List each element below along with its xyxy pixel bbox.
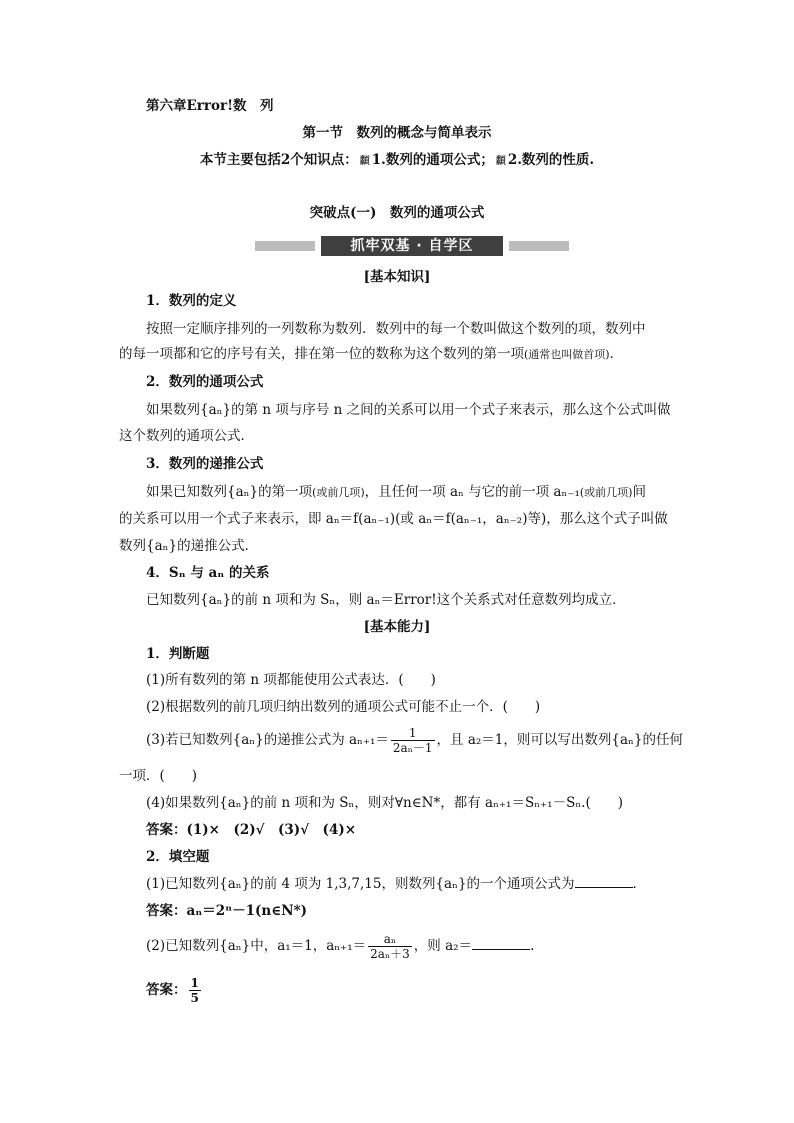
item3-line1-b: (或前几项)	[312, 486, 365, 499]
item4-title: 4．Sₙ 与 aₙ 的关系	[146, 565, 270, 581]
judge-q3-b: ，且 a₂＝1，则可以写出数列{aₙ}的任何	[436, 732, 683, 748]
item1-line2: 的每一项都和它的序号有关，排在第一位的数称为这个数列的第一项(通常也叫做首项)．	[119, 346, 624, 362]
banner-bar-left	[255, 241, 315, 251]
item3-line1-d: (或前几项)	[579, 486, 633, 499]
fraction	[391, 726, 435, 755]
intro-point-1: 1.数列的通项公式；	[371, 152, 494, 168]
knowledge-point-icon: 纇	[495, 156, 506, 167]
fill-q1-end: ．	[632, 876, 647, 892]
judge-answer: 答案：(1)× (2)√ (3)√ (4)×	[146, 822, 357, 838]
answer-blank	[472, 937, 530, 950]
item3-title: 3．数列的递推公式	[146, 456, 264, 472]
fill-q2	[146, 928, 534, 964]
judge-q1: (1)所有数列的第 n 项都能使用公式表达．( )	[146, 672, 436, 688]
fraction	[189, 976, 201, 1005]
judge-q3	[146, 722, 683, 758]
item3-line1-e: 间	[632, 484, 646, 500]
intro-point-2: 2.数列的性质.	[507, 152, 595, 168]
fill-q2-answer	[146, 972, 203, 1008]
item1-line2-text: 的每一项都和它的序号有关，排在第一位的数称为这个数列的第一项	[119, 346, 524, 362]
fraction-numerator: 1	[190, 976, 199, 990]
basic-knowledge-heading: [基本知识]	[363, 269, 431, 285]
item4-line1: 已知数列{aₙ}的前 n 项和为 Sₙ，则 aₙ＝Error!这个关系式对任意数列均成立．	[146, 592, 626, 608]
item3-line1	[146, 483, 646, 502]
fraction-numerator: 1	[408, 726, 417, 740]
judge-q3-continued: 一项．( )	[119, 768, 198, 784]
judge-title: 1．判断题	[146, 646, 210, 662]
judge-q4: (4)如果数列{aₙ}的前 n 项和为 Sₙ，则对∀n∈N*，都有 aₙ₊₁＝Sₙ₊₁－Sₙ.( )	[146, 795, 624, 811]
item1-line2-note: (通常也叫做首项)	[524, 348, 610, 361]
item3-line1-a: 如果已知数列{aₙ}的第一项	[146, 484, 313, 500]
fill-title: 2．填空题	[146, 849, 210, 865]
breakthrough-title: 突破点(一) 数列的通项公式	[309, 205, 485, 221]
fill-q2-b: ，则 a₂＝	[413, 938, 473, 954]
knowledge-point-icon: 纇	[359, 156, 370, 167]
item2-line2: 这个数列的通项公式．	[119, 428, 254, 444]
fill-q2-end: .	[530, 938, 535, 954]
fraction-denominator: 2aₙ－1	[392, 741, 433, 755]
item1-line1: 按照一定顺序排列的一列数称为数列．数列中的每一个数叫做这个数列的项，数列中	[146, 321, 646, 337]
item3-line1-c: ，且任何一项 aₙ 与它的前一项 aₙ₋₁	[364, 484, 580, 500]
fraction-denominator: 5	[190, 991, 199, 1005]
fraction-numerator: aₙ	[383, 932, 397, 946]
fill-q1-text: (1)已知数列{aₙ}的前 4 项为 1,3,7,15，则数列{aₙ}的一个通项公式为	[146, 876, 575, 892]
item1-title: 1．数列的定义	[146, 293, 237, 309]
fraction	[368, 932, 412, 961]
judge-q3-a: (3)若已知数列{aₙ}的递推公式为 aₙ₊₁＝	[146, 732, 389, 748]
fill-q1-answer: 答案：aₙ＝2ⁿ－1(n∈N*)	[146, 903, 308, 919]
section-title: 第一节 数列的概念与简单表示	[302, 125, 492, 141]
section-intro	[0, 151, 794, 171]
item3-line3: 数列{aₙ}的递推公式．	[119, 538, 259, 554]
basic-ability-heading: [基本能力]	[363, 619, 431, 635]
answer-blank	[575, 875, 633, 888]
item2-line1: 如果数列{aₙ}的第 n 项与序号 n 之间的关系可以用一个式子来表示，那么这个公式叫做	[146, 402, 671, 418]
banner-bar-right	[509, 241, 569, 251]
item3-line2: 的关系可以用一个式子来表示，即 aₙ＝f(aₙ₋₁)(或 aₙ＝f(aₙ₋₁，aₙ₋₂)等)，那么这个式子叫做	[119, 511, 668, 527]
section-banner	[255, 236, 569, 256]
banner-label: 抓牢双基 · 自学区	[321, 236, 503, 256]
chapter-title: 第六章Error!数 列	[146, 98, 274, 114]
answer-label: 答案：	[146, 982, 187, 998]
intro-prefix: 本节主要包括2个知识点：	[199, 152, 358, 168]
judge-q2: (2)根据数列的前几项归纳出数列的通项公式可能不止一个．( )	[146, 699, 541, 715]
item2-title: 2．数列的通项公式	[146, 374, 264, 390]
fill-q1	[146, 875, 646, 893]
fraction-denominator: 2aₙ＋3	[370, 947, 410, 961]
fill-q2-a: (2)已知数列{aₙ}中，a₁＝1，aₙ₊₁＝	[146, 938, 367, 954]
